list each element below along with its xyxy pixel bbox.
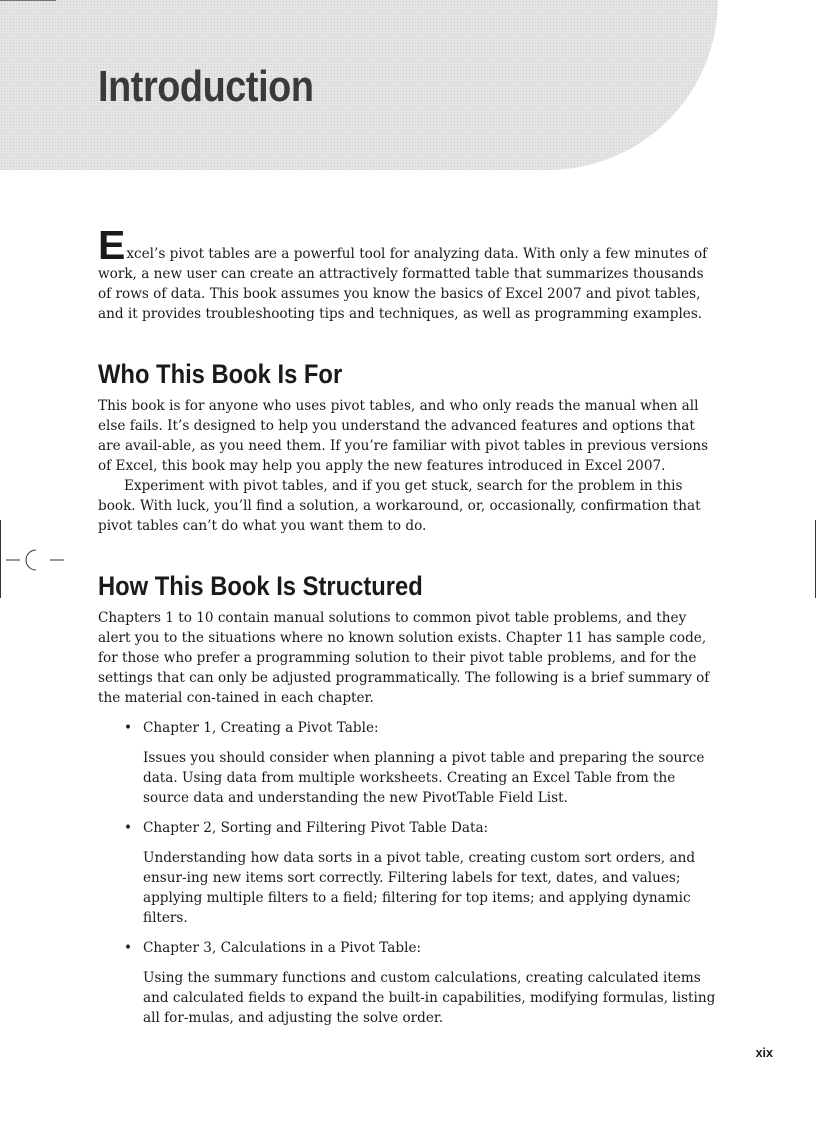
- page-content: [98, 222, 720, 1038]
- chapter-title-item: Chapter 1, Creating a Pivot Table:: [143, 720, 379, 736]
- chapter-title-item: Chapter 3, Calculations in a Pivot Table:: [143, 940, 422, 956]
- chapter-description: Understanding how data sorts in a pivot table, creating custom sort orders, and ensur-ing new items sort correctly. Filtering labels for text, dates, and values; applying multiple filters to a field; filtering for top items; and applying dynamic filters.: [143, 850, 696, 926]
- bullet-icon: •: [124, 720, 133, 736]
- list-item: [120, 938, 720, 1028]
- section-heading-who-for: Who This Book Is For: [98, 359, 343, 389]
- left-margin-line: [0, 520, 1, 598]
- chapter-description: Using the summary functions and custom calculations, creating calculated items and calculated fields to expand the built-in capabilities, modifying formulas, listing all for-mulas, and adjusting the solve order.: [143, 970, 716, 1026]
- drop-cap: E: [98, 222, 126, 268]
- section-heading-structure: How This Book Is Structured: [98, 571, 423, 601]
- who-for-paragraph-1: This book is for anyone who uses pivot tables, and who only reads the manual when all else fails. It’s designed to help you understand the advanced features and options that are avail-able, as you need them. If you’re familiar with pivot tables in previous versions of Excel, this book may help you apply the new features introduced in Excel 2007.: [98, 398, 709, 474]
- intro-first-line: xcel’s pivot tables are a powerful tool for analyzing data. With only a few minutes of work,: [98, 246, 708, 282]
- structure-paragraph: Chapters 1 to 10 contain manual solutions to common pivot table problems, and they alert you to the situations where no known solution exists. Chapter 11 has sample code, for those who prefer a programming solution to their pivot table problems, and for the settings that can only be adjusted programmatically. The following is a brief summary of the material con-tained in each chapter.: [98, 610, 710, 706]
- list-item: [120, 718, 720, 808]
- intro-paragraph: [98, 222, 720, 324]
- registration-mark-icon: [6, 546, 66, 574]
- list-item: [120, 818, 720, 928]
- chapter-title-item: Chapter 2, Sorting and Filtering Pivot Table Data:: [143, 820, 489, 836]
- who-for-paragraph-2: Experiment with pivot tables, and if you get stuck, search for the problem in this book. With luck, you’ll find a solution, a workaround, or, occasionally, confirmation that pivot tables can’t do what you want them to do.: [98, 478, 701, 534]
- chapter-title: Introduction: [98, 62, 314, 111]
- bullet-icon: •: [124, 940, 133, 956]
- page-number: xix: [755, 1046, 773, 1060]
- intro-rest: a new user can create an attractively formatted table that summarizes thousands of rows of data. This book assumes you know the basics of Excel 2007 and pivot tables, and it provides troubleshooting tips and techniques, as well as programming examples.: [98, 266, 704, 322]
- chapter-list: [98, 718, 720, 1028]
- bullet-icon: •: [124, 820, 133, 836]
- top-crop-rule: [0, 0, 56, 1]
- chapter-description: Issues you should consider when planning a pivot table and preparing the source data. Using data from multiple worksheets. Creating an Excel Table from the source data and understanding the new PivotTable Field List.: [143, 750, 705, 806]
